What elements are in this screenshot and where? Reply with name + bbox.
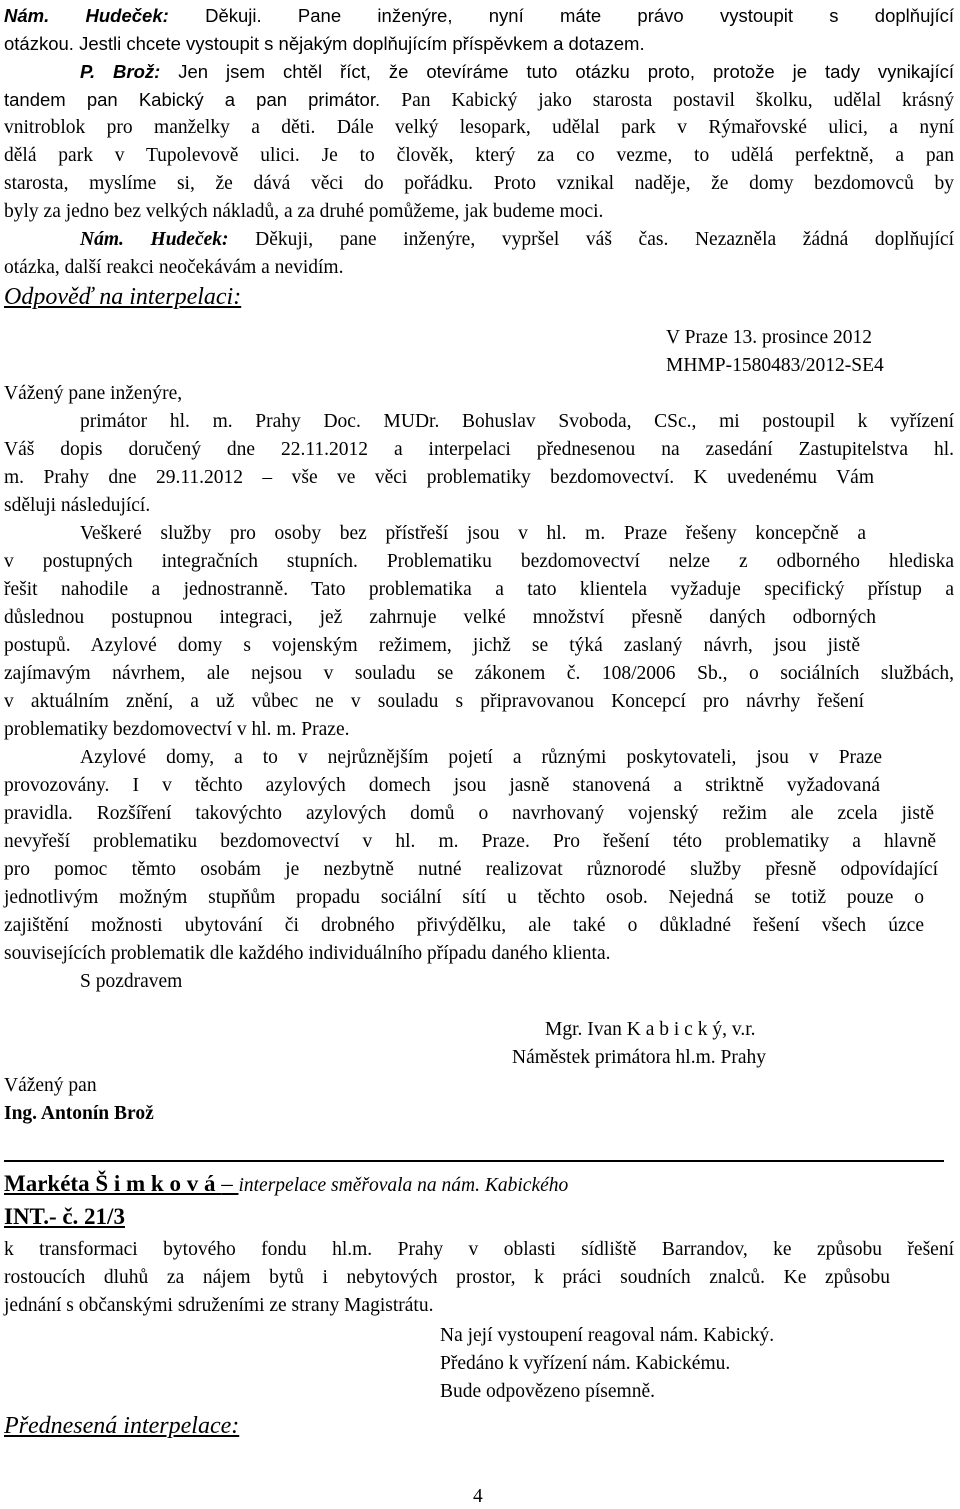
answer-greeting: S pozdravem xyxy=(80,971,183,992)
interpellation-status: Bude odpovězeno písemně. xyxy=(440,1381,655,1402)
transcript-line: Nám. Hudeček: Děkuji. Pane inženýre, nyní máte právo vystoupit s doplňující xyxy=(4,5,955,26)
answer-paragraph-line: zajímavým návrhem, ale nejsou v souladu se zákonem č. 108/2006 Sb., o sociálních službách, xyxy=(4,663,954,684)
interpellation-subject-line: jednání s občanskými sdruženími ze strany Magistrátu. xyxy=(4,1295,434,1316)
answer-line: sděluji následující. xyxy=(4,495,151,516)
answer-paragraph-line: Veškeré služby pro osoby bez přístřeší jsou v hl. m. Praze řešeny koncepčně a xyxy=(80,523,866,544)
answer-paragraph-line: v aktuálním znění, a už vůbec ne v souladu s připravovanou Koncepcí pro návrhy řešení xyxy=(4,691,864,712)
transcript-line: otázkou. Jestli chcete vystoupit s nějakým doplňujícím příspěvkem a dotazem. xyxy=(4,33,645,54)
transcript-line: byly za jedno bez velkých nákladů, a za druhé pomůžeme, jak budeme moci. xyxy=(4,201,604,222)
answer-paragraph-line: pro pomoc těmto osobám je nezbytně nutné realizovat různorodé služby přesně odpovídající xyxy=(4,859,938,880)
addressee-name: Ing. Antonín Brož xyxy=(4,1103,154,1124)
transcript-line: otázka, další reakci neočekávám a nevidím. xyxy=(4,257,344,278)
interpellation-author-line: Markéta Š i m k o v á – interpelace směřovala na nám. Kabického xyxy=(4,1171,569,1196)
section-divider xyxy=(4,1160,944,1162)
answer-paragraph-line: nevyřeší problematiku bezdomovectví v hl. m. Praze. Pro řešení této problematiky a hlavně xyxy=(4,831,936,852)
answer-line: primátor hl. m. Prahy Doc. MUDr. Bohuslav Svoboda, CSc., mi postoupil k vyřízení xyxy=(80,411,954,432)
answer-paragraph-line: souvisejících problematik dle každého individuálního případu daného klienta. xyxy=(4,943,611,964)
answer-paragraph-line: Azylové domy, a to v nejrůznějším pojetí a různými poskytovateli, jsou v Praze xyxy=(80,747,882,768)
transcript-line: dělá park v Tupolevově ulici. Je to člověk, který za co vezme, to udělá perfektně, a pan xyxy=(4,145,954,166)
answer-reference: MHMP-1580483/2012-SE4 xyxy=(666,355,884,376)
answer-line: Váš dopis doručený dne 22.11.2012 a interpelaci přednesenou na zasedání Zastupitelstva hl. xyxy=(4,439,954,460)
answer-paragraph-line: jednotlivým možným stupňům propadu sociální sítí u těchto osob. Nejedná se totiž pouze o xyxy=(4,887,924,908)
interpellation-number: INT.- č. 21/3 xyxy=(4,1204,125,1229)
addressee-line: Vážený pan xyxy=(4,1075,97,1096)
answer-paragraph-line: v postupných integračních stupních. Problematiku bezdomovectví nelze z odborného hlediska xyxy=(4,551,954,572)
transcript-line: Nám. Hudeček: Děkuji, pane inženýre, vypršel váš čas. Nezazněla žádná doplňující xyxy=(80,229,954,250)
signature-name: Mgr. Ivan K a b i c k ý, v.r. xyxy=(545,1019,756,1040)
answer-salutation: Vážený pane inženýre, xyxy=(4,383,183,404)
transcript-line: starosta, myslíme si, že dává věci do pořádku. Proto vznikal naděje, že domy bezdomovců by xyxy=(4,173,954,194)
signature-title: Náměstek primátora hl.m. Prahy xyxy=(512,1047,766,1068)
answer-paragraph-line: problematiky bezdomovectví v hl. m. Praze. xyxy=(4,719,350,740)
transcript-line: vnitroblok pro manželky a děti. Dále velký lesopark, udělal park v Rýmařovské ulici, a nyní xyxy=(4,117,954,138)
answer-paragraph-line: důslednou postupnou integraci, jež zahrnuje velké množství přesně daných odborných xyxy=(4,607,876,628)
transcript-line: tandem pan Kabický a pan primátor. Pan Kabický jako starosta postavil školku, udělal krásný xyxy=(4,89,955,111)
answer-paragraph-line: zajištění možnosti ubytování či drobného přivýdělku, ale také o důkladné řešení všech úzce xyxy=(4,915,924,936)
interpellation-status: Na její vystoupení reagoval nám. Kabický. xyxy=(440,1325,775,1346)
answer-place-date: V Praze 13. prosince 2012 xyxy=(666,327,872,348)
answer-heading: Odpověď na interpelaci: xyxy=(4,284,242,310)
answer-paragraph-line: provozovány. I v těchto azylových domech jsou jasně stanovená a striktně vyžadovaná xyxy=(4,775,880,796)
transcript-line: P. Brož: Jen jsem chtěl říct, že otevíráme tuto otázku proto, protože je tady vynikající xyxy=(80,61,954,82)
answer-paragraph-line: pravidla. Rozšíření takovýchto azylových domů o navrhovaný vojenský režim ale zcela jistě xyxy=(4,803,934,824)
page-number: 4 xyxy=(473,1486,483,1507)
answer-paragraph-line: řešit nahodile a jednostranně. Tato problematika a tato klientela vyžaduje specifický přístup a xyxy=(4,579,954,600)
answer-paragraph-line: postupů. Azylové domy s vojenským režimem, jichž se týká zaslaný návrh, jsou jistě xyxy=(4,635,860,656)
interpellation-subject-line: rostoucích dluhů za nájem bytů i nebytových prostor, k práci soudních znalců. Ke způsobu xyxy=(4,1267,890,1288)
presented-interpellation-heading: Přednesená interpelace: xyxy=(4,1413,240,1439)
interpellation-status: Předáno k vyřízení nám. Kabickému. xyxy=(440,1353,731,1374)
interpellation-subject-line: k transformaci bytového fondu hl.m. Prahy v oblasti sídliště Barrandov, ke způsobu řešení xyxy=(4,1239,954,1260)
answer-line: m. Prahy dne 29.11.2012 – vše ve věci problematiky bezdomovectví. K uvedenému Vám xyxy=(4,467,874,488)
